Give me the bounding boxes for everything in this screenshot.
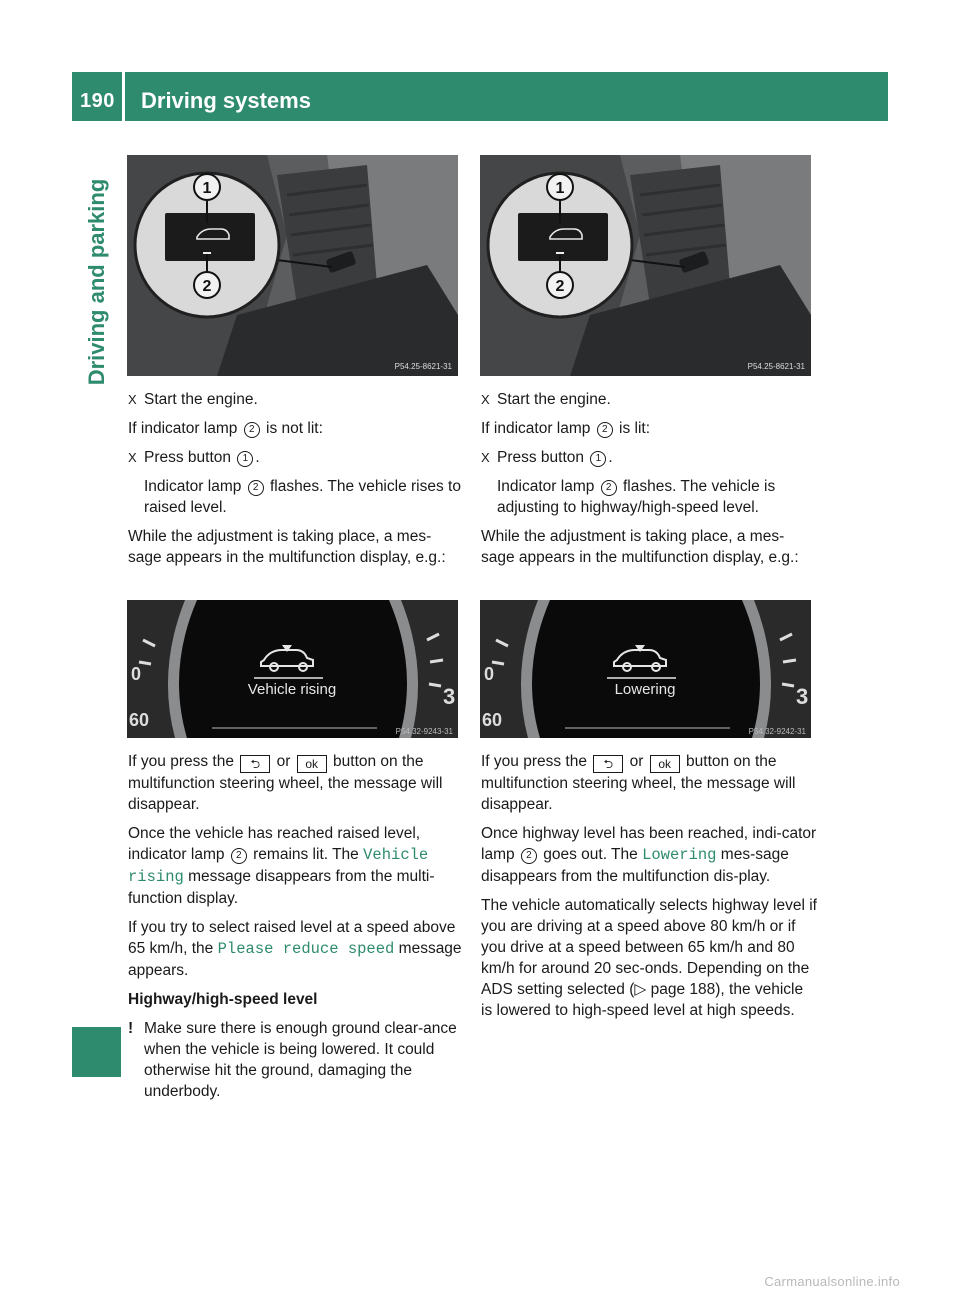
gauge-number: 60 [482,710,503,730]
callout-2-icon: 2 [231,848,247,864]
section-side-label [74,122,120,442]
step-start [481,389,817,410]
callout-2: 2 [555,278,565,295]
step-marker-icon: X [128,392,137,407]
footer-watermark: Carmanualsonline.info [764,1274,900,1289]
page-number: 190 [80,90,115,112]
step-text: Start the engine. [144,391,258,408]
display-message-ref: Please reduce speed [217,940,395,958]
while-text: While the adjustment is taking place, a mes-sage appears in the multifunction display, e.g.: [128,528,446,566]
right-column-upper [481,389,817,576]
display-message: Vehicle rising [247,681,337,698]
warning-icon: ! [128,1020,134,1037]
step-press: X Press button 1 . [481,449,613,466]
callout-1-icon: 1 [237,451,253,467]
callout-2-icon: 2 [244,422,260,438]
display-message-ref: Vehicle rising [128,846,429,886]
press-text: If you press the ⮌ or ok button on the multifunction steering wheel, the message will disappear. [128,753,443,813]
callout-2-icon: 2 [601,480,617,496]
page-ref-link[interactable]: page 188), the vehicle is lowered to high-speed level at high speeds. [481,981,804,1019]
right-column-lower [481,751,817,1029]
display-message-ref: Lowering [642,846,717,864]
step-start [128,389,464,410]
step-marker-icon: X [128,450,137,465]
step-result: Indicator lamp 2 flashes. The vehicle is adjusting to highway/high-speed level. [497,478,776,516]
callout-2-icon: 2 [521,848,537,864]
page-ref-icon: ▷ [634,981,647,998]
ok-button-icon: ok [650,755,680,773]
reached-text: Once highway level has been reached, indi-cator lamp 2 goes out. The Lowering mes-sage disappears from the multifunction dis-play. [481,825,817,885]
callout-1: 1 [202,180,212,197]
left-column-lower [128,751,464,1110]
back-button-icon: ⮌ [593,755,623,773]
callout-2: 2 [202,278,212,295]
gauge-number: 3 [443,684,456,709]
callout-2-icon: 2 [248,480,264,496]
console-photo-right [480,155,811,376]
image-code: P54.25-8621-31 [747,362,805,371]
condition-text: If indicator lamp 2 is not lit: [128,420,323,437]
step-marker-icon: X [481,392,490,407]
callout-1-icon: 1 [590,451,606,467]
back-button-icon: ⮌ [240,755,270,773]
page-title: Driving systems [141,88,311,113]
gauge-number: 60 [129,710,150,730]
display-photo-right [480,600,811,738]
section-tab [72,1027,121,1077]
gauge-number: 0 [131,664,142,684]
side-label-text: Driving and parking [84,178,109,386]
while-text: While the adjustment is taking place, a mes-sage appears in the multifunction display, e.g.: [481,528,799,566]
display-message: Lowering [614,681,676,698]
callout-1: 1 [555,180,565,197]
left-column-upper [128,389,464,576]
step-press: X Press button 1 . [128,449,260,466]
auto-text: The vehicle automatically selects highway level if you are driving at a speed above 80 km/h or if you drive at a speed between 65 km/h and 80 km/h for around 20 sec-onds. Depending on the ADS setting selected (▷ page 188), the vehicle is lowered to high-speed level at high speeds. [481,897,817,1019]
image-code: P54.32-9242-31 [748,727,806,736]
step-marker-icon: X [481,450,490,465]
gauge-number: 3 [796,684,809,709]
display-photo-left [127,600,458,738]
step-text: Start the engine. [497,391,611,408]
warning-note: ! Make sure there is enough ground clear-ance when the vehicle is being lowered. It could otherwise hit the ground, damaging the underbody. [128,1020,457,1100]
speed-text: If you try to select raised level at a speed above 65 km/h, the Please reduce speed message appears. [128,919,462,979]
console-photo-left [127,155,458,376]
image-code: P54.25-8621-31 [394,362,452,371]
step-result: Indicator lamp 2 flashes. The vehicle rises to raised level. [144,478,461,516]
image-code: P54.32-9243-31 [395,727,453,736]
reached-text: Once the vehicle has reached raised level, indicator lamp 2 remains lit. The Vehicle rising message disappears from the multi-function display. [128,825,435,907]
condition-text: If indicator lamp 2 is lit: [481,420,651,437]
press-text: If you press the ⮌ or ok button on the multifunction steering wheel, the message will disappear. [481,753,796,813]
callout-2-icon: 2 [597,422,613,438]
ok-button-icon: ok [297,755,327,773]
section-heading: Highway/high-speed level [128,991,318,1008]
gauge-number: 0 [484,664,495,684]
header-divider [122,72,125,121]
